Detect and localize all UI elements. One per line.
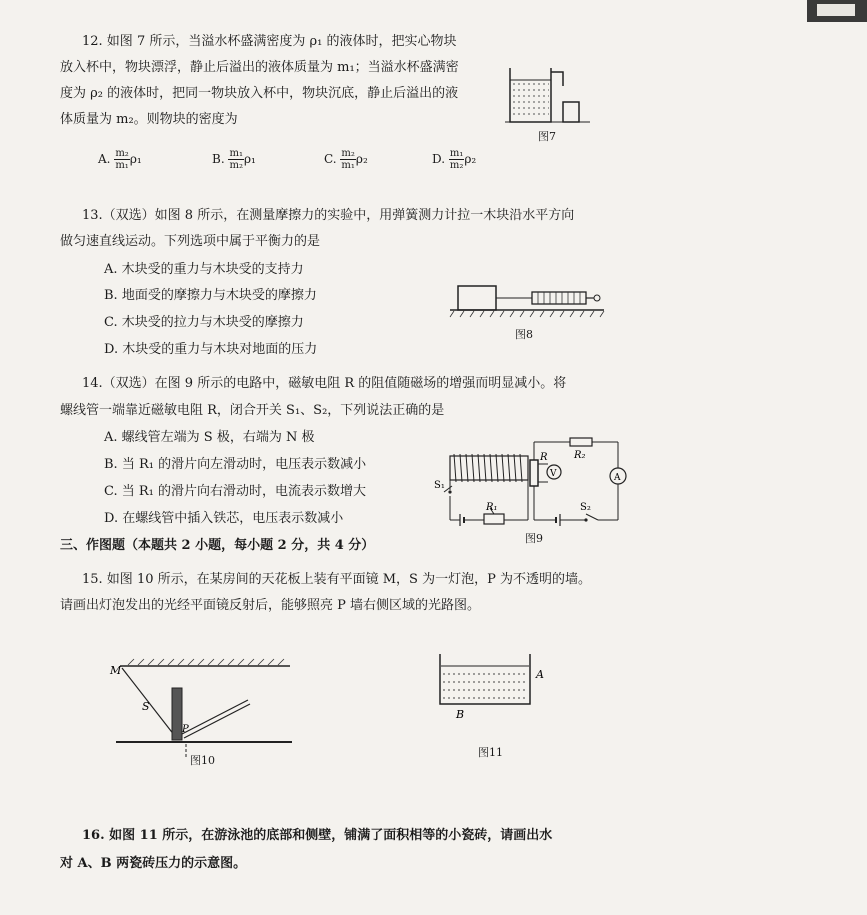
option-letter: D. [432,152,446,166]
rho: ρ₂ [355,152,368,166]
q14-option-d: D. 在螺线管中插入铁芯，电压表示数减小 [104,511,344,526]
resistor-r2-label: R₂ [574,450,586,461]
tile-b-label: B [456,708,465,721]
q14-option-c: C. 当 R₁ 的滑片向右滑动时，电流表示数增大 [104,484,367,499]
q12-line1: 12. 如图 7 所示，当溢水杯盛满密度为 ρ₁ 的液体时，把实心物块 [82,34,457,49]
q12-line3: 度为 ρ₂ 的液体时，把同一物块放入杯中，物块沉底，静止后溢出的液 [60,86,459,101]
resistor-r-label: R [540,452,548,463]
option-letter: C. [324,152,337,166]
resistor-r1-label: R₁ [486,502,498,513]
figure-10-mirror-diagram [108,650,298,760]
figure-11-caption: 图11 [478,746,503,759]
figure-8-friction-setup [448,280,608,324]
q14-option-b: B. 当 R₁ 的滑片向左滑动时，电压表示数减小 [104,457,367,472]
q14-line2: 螺线管一端靠近磁敏电阻 R，闭合开关 S₁、S₂，下列说法正确的是 [60,403,445,418]
figure-11-pool [432,652,552,722]
fraction: $\frac{\text{m₁}}{\text{m₂}}$ [449,148,464,171]
q12-option-a [98,148,142,171]
q15-line1: 15. 如图 10 所示，在某房间的天花板上装有平面镜 M，S 为一灯泡，P 为不透明的墙。 [82,572,591,587]
fraction: $\frac{\text{m₁}}{\text{m₂}}$ [229,148,243,171]
option-letter: A. [98,152,111,166]
q12-line4: 体质量为 m₂。则物块的密度为 [60,112,238,127]
mirror-m-label: M [110,664,122,677]
q12-line2: 放入杯中，物块漂浮，静止后溢出的液体质量为 m₁；当溢水杯盛满密 [60,60,459,75]
q16-line1: 16. 如图 11 所示，在游泳池的底部和侧壁，铺满了面积相等的小瓷砖，请画出水 [82,828,553,843]
fraction: $\frac{\text{m₂}}{\text{m₁}}$ [341,148,355,171]
figure-8-caption: 图8 [515,328,533,341]
q14-option-a: A. 螺线管左端为 S 极，右端为 N 极 [104,430,315,445]
q13-option-d: D. 木块受的重力与木块对地面的压力 [104,342,318,357]
figure-7-overflow-cup [505,62,595,132]
q12-option-c [324,148,368,171]
wall-p-label: P [182,724,189,735]
voltmeter-label: V [550,469,557,479]
q13-line2: 做匀速直线运动。下列选项中属于平衡力的是 [60,234,321,249]
q13-option-b: B. 地面受的摩擦力与木块受的摩擦力 [104,288,317,303]
figure-9-caption: 图9 [525,532,543,545]
q15-line2: 请画出灯泡发出的光经平面镜反射后，能够照亮 P 墙右侧区域的光路图。 [60,598,481,613]
rho: ρ₁ [129,152,142,166]
switch-s2-label: S₂ [580,502,591,513]
rho: ρ₂ [464,152,477,166]
q16-line2: 对 A、B 两瓷砖压力的示意图。 [60,856,247,871]
q13-line1: 13.（双选）如图 8 所示，在测量摩擦力的实验中，用弹簧测力计拉一木块沿水平方向 [82,208,575,223]
q14-line1: 14.（双选）在图 9 所示的电路中，磁敏电阻 R 的阻值随磁场的增强而明显减小。将 [82,376,567,391]
figure-10-caption: 图10 [190,754,215,767]
scan-corner-mark [807,0,867,22]
option-letter: B. [212,152,225,166]
q12-option-d [432,148,476,171]
bulb-s-label: S [142,700,150,713]
ammeter-label: A [614,473,621,483]
figure-7-caption: 图7 [538,130,556,143]
q12-option-b [212,148,256,171]
fraction: $\frac{\text{m₂}}{\text{m₁}}$ [115,148,129,171]
section-3-heading: 三、作图题（本题共 2 小题，每小题 2 分，共 4 分） [60,538,375,553]
switch-s1-label: S₁ [434,480,445,491]
figure-9-circuit [430,434,630,534]
q13-option-c: C. 木块受的拉力与木块受的摩擦力 [104,315,304,330]
tile-a-label: A [536,668,544,681]
q13-option-a: A. 木块受的重力与木块受的支持力 [104,262,304,277]
rho: ρ₁ [243,152,256,166]
